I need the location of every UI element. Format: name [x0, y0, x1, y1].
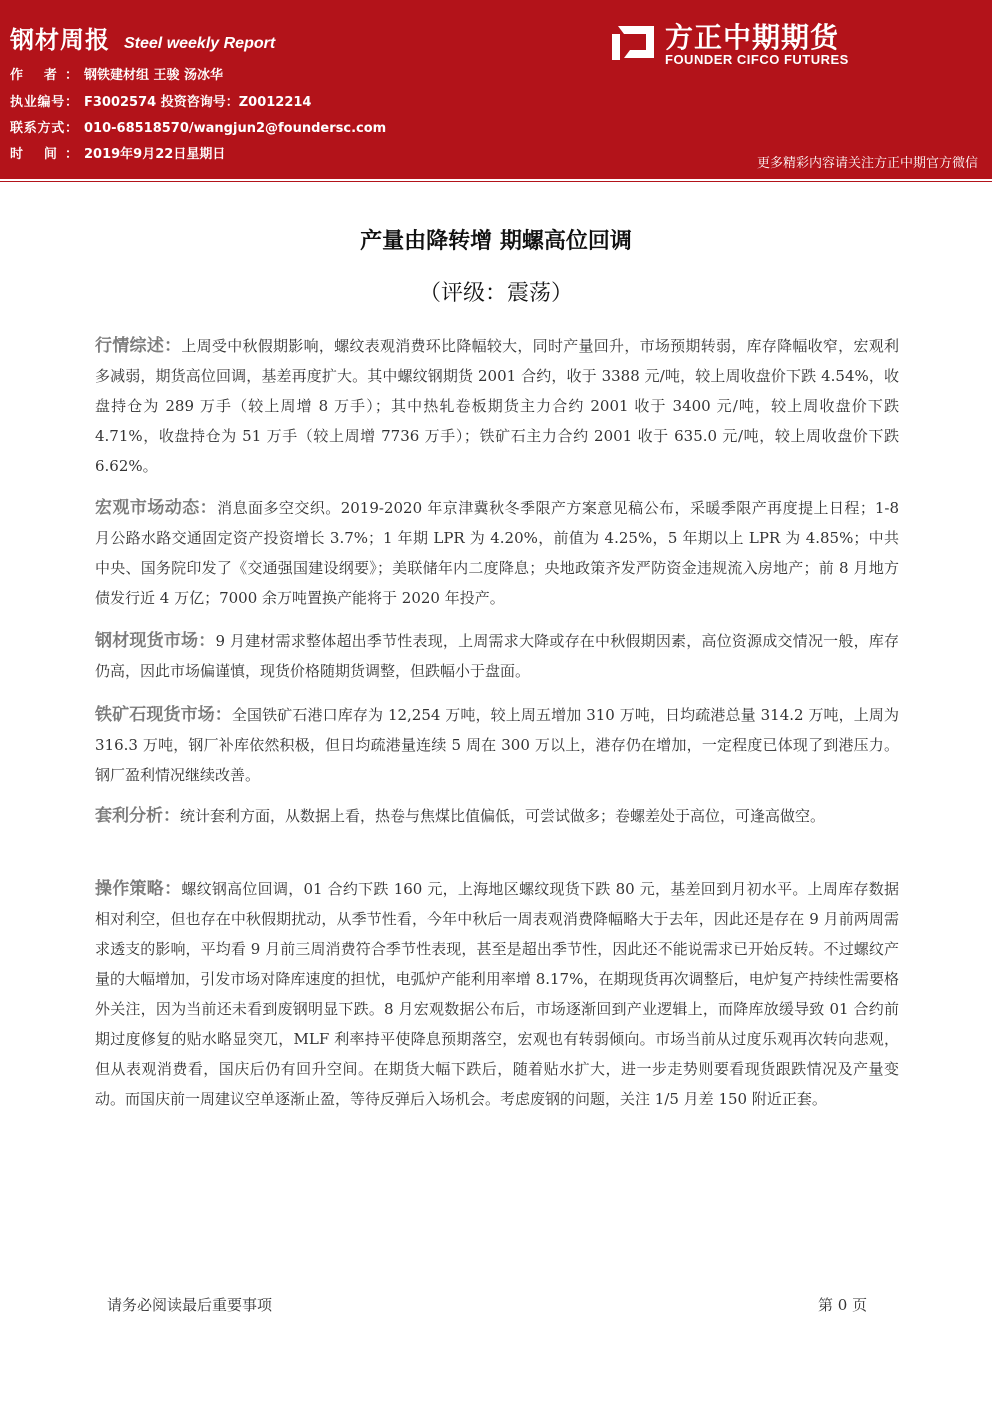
section-keyword: 行情综述：	[95, 336, 182, 356]
section-text: 消息面多空交织。2019-2020 年京津冀秋冬季限产方案意见稿公布，采暖季限产再度提上日程；1-8 月公路水路交通固定资产投资增长 3.7%；1 年期 LPR 为 4.20%，前值为 4.25%，5 年期以上 LPR 为 4.85%；中共中央、国务院印发了《交通强国建设纲要》；美联储年内二度降息；央地政策齐发严防资金违规流入房地产；前 8 月地方债发行近 4 万亿；7000 余万吨置换产能将于 2020 年投产。	[95, 499, 900, 607]
section-strategy	[95, 874, 899, 1114]
author-line	[10, 64, 223, 83]
rating: （评级：震荡）	[418, 281, 573, 306]
document-title: 产量由降转增 期螺高位回调	[360, 229, 632, 254]
contact-value[interactable]: 010-68518570/wangjun2@foundersc.com	[84, 121, 387, 136]
section-macro	[95, 493, 899, 613]
license-line	[10, 91, 311, 110]
section-keyword: 套利分析：	[95, 806, 180, 826]
section-keyword: 操作策略：	[95, 879, 182, 899]
section-steel-spot	[95, 626, 899, 686]
section-arbitrage	[95, 801, 899, 831]
time-value: 2019年9月22日星期日	[84, 147, 226, 162]
header-rule-thin	[0, 181, 992, 182]
logo-text-cn: 方正中期期货	[665, 21, 840, 54]
license-value: F3002574 投资咨询号：Z0012214	[84, 95, 312, 110]
section-keyword: 钢材现货市场：	[95, 631, 216, 651]
license-label: 执业编号：	[10, 95, 78, 110]
section-text: 全国铁矿石港口库存为 12,254 万吨，较上周五增加 310 万吨，日均疏港总量 314.2 万吨，上周为 316.3 万吨，钢厂补库依然积极，但日均疏港量连续 5 周在 300 万以上，港存仍在增加，一定程度已体现了到港压力。钢厂盈利情况继续改善。	[95, 706, 900, 784]
author-label: 作 者：	[10, 68, 78, 83]
page-number: 第 0 页	[818, 1296, 868, 1314]
footer-disclaimer-note: 请务必阅读最后重要事项	[107, 1296, 273, 1314]
founder-logo-icon	[610, 20, 660, 64]
section-text: 统计套利方面，从数据上看，热卷与焦煤比值偏低，可尝试做多；卷螺差处于高位，可逢高做空。	[180, 807, 826, 825]
section-text: 9 月建材需求整体超出季节性表现，上周需求大降或存在中秋假期因素，高位资源成交情况一般，库存仍高，因此市场偏谨慎，现货价格随期货调整，但跌幅小于盘面。	[95, 632, 899, 680]
wechat-note: 更多精彩内容请关注方正中期官方微信	[756, 156, 978, 171]
section-keyword: 铁矿石现货市场：	[95, 705, 232, 725]
report-series-cn: 钢材周报	[10, 26, 110, 54]
report-series-en: Steel weekly Report	[124, 35, 276, 52]
author-value: 钢铁建材组 王骏 汤冰华	[84, 68, 224, 83]
section-market-summary	[95, 331, 899, 481]
section-keyword: 宏观市场动态：	[95, 498, 218, 518]
time-line	[10, 143, 225, 162]
logo-text-en: FOUNDER CIFCO FUTURES	[665, 52, 849, 67]
contact-line	[10, 117, 386, 136]
section-text: 上周受中秋假期影响，螺纹表观消费环比降幅较大，同时产量回升，市场预期转弱，库存降幅收窄，宏观利多减弱，期货高位回调，基差再度扩大。其中螺纹钢期货 2001 合约，收于 3388 元/吨，较上周收盘价下跌 4.54%，收盘持仓为 289 万手（较上周增 8 万手）；其中热轧卷板期货主力合约 2001 收于 3400 元/吨，较上周收盘价下跌 4.71%，收盘持仓为 51 万手（较上周增 7736 万手）；铁矿石主力合约 2001 收于 635.0 元/吨，较上周收盘价下跌 6.62%。	[95, 337, 899, 475]
report-series-title	[10, 20, 275, 55]
section-iron-ore-spot	[95, 700, 899, 790]
section-text: 螺纹钢高位回调，01 合约下跌 160 元，上海地区螺纹现货下跌 80 元，基差回到月初水平。上周库存数据相对利空，但也存在中秋假期扰动，从季节性看，今年中秋后一周表观消费降幅略大于去年，因此还是存在 9 月前两周需求透支的影响，平均看 9 月前三周消费符合季节性表现，甚至是超出季节性，因此还不能说需求已开始反转。不过螺纹产量的大幅增加，引发市场对降库速度的担忧，电弧炉产能利用率增 8.17%，在期现货再次调整后，电炉复产持续性需要格外关注，因为当前还未看到废钢明显下跌。8 月宏观数据公布后，市场逐渐回到产业逻辑上，而降库放缓导致 01 合约前期过度修复的贴水略显突兀，MLF 利率持平使降息预期落空，宏观也有转弱倾向。市场当前从过度乐观再次转向悲观，但从表观消费看，国庆后仍有回升空间。在期货大幅下跌后，随着贴水扩大，进一步走势则要看现货跟跌情况及产量变动。而国庆前一周建议空单逐渐止盈，等待反弹后入场机会。考虑废钢的问题，关注 1/5 月差 150 附近正套。	[95, 880, 900, 1108]
time-label: 时 间：	[10, 147, 78, 162]
contact-label: 联系方式：	[10, 121, 78, 136]
header-rule-thick	[0, 176, 992, 179]
report-header	[0, 0, 992, 176]
